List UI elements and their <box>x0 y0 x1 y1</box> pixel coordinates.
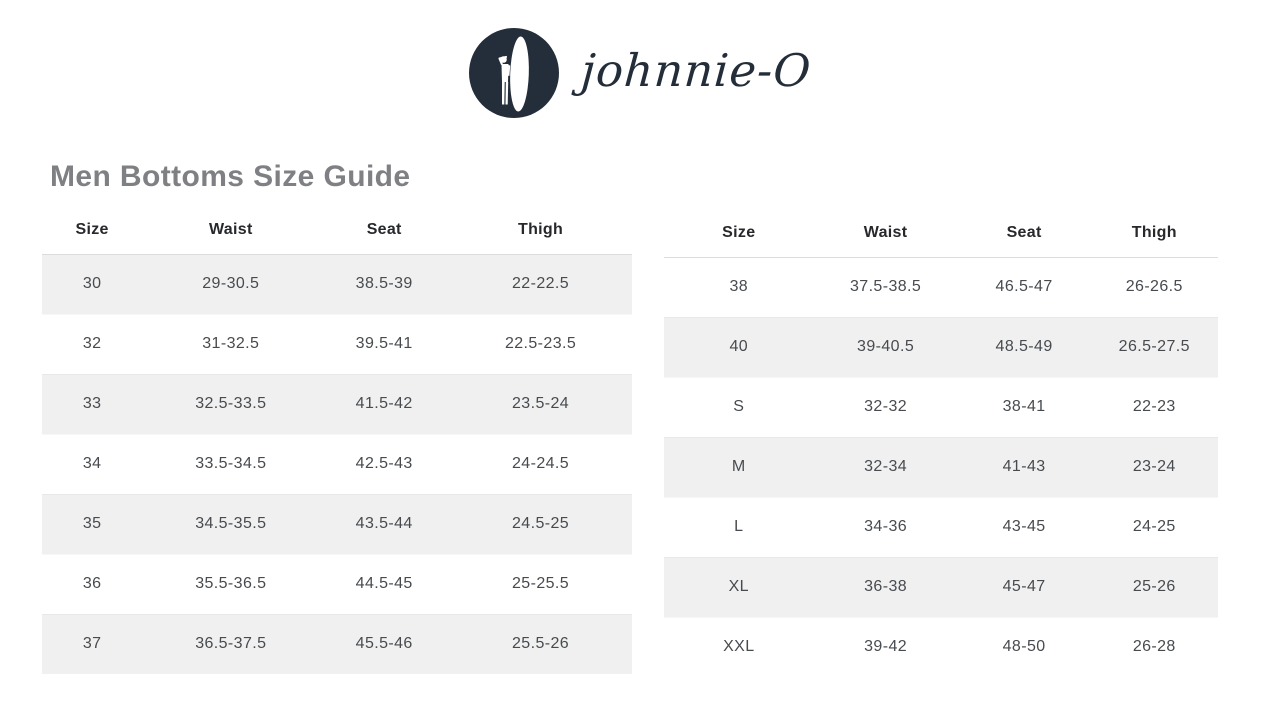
brand-header <box>0 0 1280 118</box>
table-cell: 43-45 <box>1002 518 1046 535</box>
table-cell: XL <box>728 578 749 595</box>
column-header-waist: Waist <box>863 223 908 241</box>
column-header-waist: Waist <box>209 220 253 238</box>
table-cell: 31-32.5 <box>202 335 260 352</box>
table-cell: XXL <box>723 638 755 656</box>
table-row <box>664 557 1218 617</box>
table-cell: 37.5-38.5 <box>849 278 922 295</box>
table-row <box>42 314 632 374</box>
table-cell: 36.5-37.5 <box>195 635 267 653</box>
table-header-row <box>664 209 1218 257</box>
table-cell: L <box>734 518 744 535</box>
table-row <box>42 434 632 494</box>
table-header <box>664 209 1218 257</box>
table-cell: 32.5-33.5 <box>195 395 267 412</box>
table-cell: 32 <box>82 335 102 352</box>
table-cell: 38.5-39 <box>355 275 413 292</box>
table-cell: S <box>733 398 745 415</box>
table-cell: 43.5-44 <box>355 515 413 532</box>
column-header-thigh: Thigh <box>518 220 564 238</box>
table-cell: 23-24 <box>1132 458 1176 475</box>
table-row <box>664 617 1218 677</box>
table-cell: 35 <box>82 515 102 532</box>
table-cell: 42.5-43 <box>355 455 413 472</box>
table-cell: 37 <box>82 635 102 653</box>
table-cell: 38-41 <box>1002 398 1046 415</box>
table-body <box>664 257 1218 677</box>
johnnie-o-surfer-logo-icon <box>469 28 559 118</box>
table-cell: 39-42 <box>864 638 908 656</box>
column-header-thigh: Thigh <box>1131 223 1177 241</box>
brand-logo-text: johnnie-O <box>579 43 814 97</box>
table-cell: 22-23 <box>1132 398 1176 415</box>
size-table-letter-sizes <box>664 209 1218 677</box>
column-header-seat: Seat <box>366 220 402 238</box>
table-cell: 41.5-42 <box>355 395 413 412</box>
table-header-row <box>42 206 632 254</box>
table-cell: 41-43 <box>1002 458 1046 475</box>
table-cell: 25-26 <box>1132 578 1176 595</box>
table-cell: 34-36 <box>864 518 908 535</box>
table-cell: 48-50 <box>1002 638 1046 656</box>
table-cell: 45-47 <box>1002 578 1046 595</box>
table-row <box>42 494 632 554</box>
table-cell: 44.5-45 <box>355 575 413 592</box>
table-cell: 26.5-27.5 <box>1118 338 1190 355</box>
table-cell: 36-38 <box>864 578 908 595</box>
table-cell: 45.5-46 <box>355 635 413 653</box>
table-row <box>664 497 1218 557</box>
table-cell: 22-22.5 <box>512 275 570 292</box>
table-cell: 39.5-41 <box>355 335 413 352</box>
column-header-size: Size <box>75 220 109 238</box>
table-cell: 39-40.5 <box>857 338 915 355</box>
table-row <box>664 377 1218 437</box>
table-row <box>42 554 632 614</box>
table-cell: 29-30.5 <box>202 275 260 292</box>
size-tables-section <box>0 206 1280 677</box>
table-cell: 32-32 <box>864 398 908 415</box>
table-row <box>42 374 632 434</box>
table-cell: 35.5-36.5 <box>195 575 267 592</box>
table-cell: 24.5-25 <box>512 515 570 532</box>
table-cell: M <box>731 458 746 475</box>
table-cell: 30 <box>82 275 102 292</box>
table-cell: 22.5-23.5 <box>504 335 577 352</box>
table-row <box>664 437 1218 497</box>
table-row <box>42 614 632 674</box>
table-body <box>42 254 632 674</box>
table-cell: 25.5-26 <box>512 635 570 653</box>
table-cell: 38 <box>729 278 749 295</box>
table-cell: 34 <box>82 455 102 472</box>
table-cell: 34.5-35.5 <box>195 515 267 532</box>
table-cell: 25-25.5 <box>512 575 570 592</box>
table-cell: 32-34 <box>864 458 908 475</box>
table-cell: 40 <box>729 338 749 355</box>
table-cell: 33.5-34.5 <box>195 455 267 472</box>
table-row <box>664 317 1218 377</box>
table-cell: 36 <box>82 575 102 592</box>
table-cell: 33 <box>82 395 102 412</box>
column-header-seat: Seat <box>1006 223 1042 241</box>
table-cell: 46.5-47 <box>995 278 1053 295</box>
table-cell: 26-26.5 <box>1125 278 1183 295</box>
column-header-size: Size <box>722 223 756 241</box>
table-header <box>42 206 632 254</box>
table-cell: 26-28 <box>1132 638 1176 656</box>
table-row <box>42 254 632 314</box>
table-cell: 24-24.5 <box>512 455 570 472</box>
table-cell: 23.5-24 <box>512 395 570 412</box>
size-table-numeric-sizes <box>42 206 632 674</box>
table-cell: 48.5-49 <box>995 338 1053 355</box>
table-row <box>664 257 1218 317</box>
table-cell: 24-25 <box>1132 518 1176 535</box>
page-title: Men Bottoms Size Guide <box>50 160 411 193</box>
